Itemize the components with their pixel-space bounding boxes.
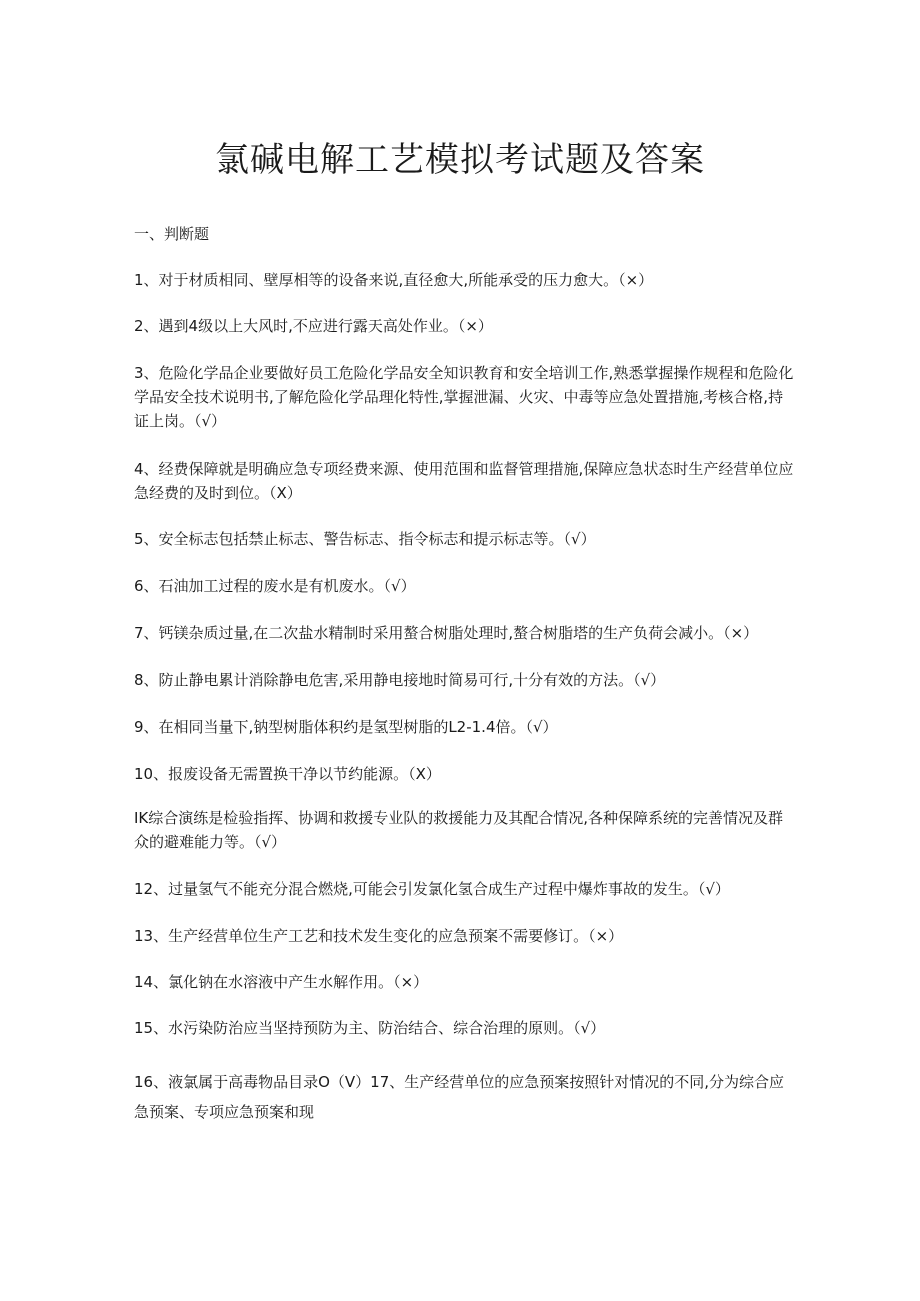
question-item: 3、危险化学品企业要做好员工危险化学品安全知识教育和安全培训工作,熟悉掌握操作规程和危险化学品安全技术说明书,了解危险化学品理化特性,掌握泄漏、火灾、中毒等应急处置措施,考核合格,持证上岗。（√） xyxy=(134,364,794,430)
question-item: 12、过量氢气不能充分混合燃烧,可能会引发氯化氢合成生产过程中爆炸事故的发生。（√） xyxy=(134,880,730,898)
question-item: 10、报废设备无需置换干净以节约能源。（X） xyxy=(134,765,441,783)
question-item: 6、石油加工过程的废水是有机废水。（√） xyxy=(134,577,416,595)
document-title: 氯碱电解工艺模拟考试题及答案 xyxy=(215,140,705,180)
question-item: 8、防止静电累计消除静电危害,采用静电接地时简易可行,十分有效的方法。（√） xyxy=(134,671,666,689)
question-item: 7、钙镁杂质过量,在二次盐水精制时采用螯合树脂处理时,螯合树脂塔的生产负荷会减小。（×） xyxy=(134,624,759,642)
question-item: 1、对于材质相同、壁厚相等的设备来说,直径愈大,所能承受的压力愈大。（×） xyxy=(134,271,654,289)
question-item: 15、水污染防治应当坚持预防为主、防治结合、综合治理的原则。（√） xyxy=(134,1019,606,1037)
question-item: 2、遇到4级以上大风时,不应进行露天高处作业。（×） xyxy=(134,317,493,335)
question-item: 16、液氯属于高毒物品目录O（V）17、生产经营单位的应急预案按照针对情况的不同,分为综合应急预案、专项应急预案和现 xyxy=(134,1073,785,1121)
question-item: 4、经费保障就是明确应急专项经费来源、使用范围和监督管理措施,保障应急状态时生产经营单位应急经费的及时到位。（X） xyxy=(134,460,794,502)
question-item: 14、氯化钠在水溶液中产生水解作用。（×） xyxy=(134,973,429,991)
question-item: 9、在相同当量下,钠型树脂体积约是氢型树脂的L2-1.4倍。（√） xyxy=(134,718,558,736)
question-item: IK综合演练是检验指挥、协调和救援专业队的救援能力及其配合情况,各种保障系统的完善情况及群众的避难能力等。（√） xyxy=(134,809,784,851)
section-heading: 一、判断题 xyxy=(134,225,210,243)
question-item: 13、生产经营单位生产工艺和技术发生变化的应急预案不需要修订。（×） xyxy=(134,927,624,945)
question-item: 5、安全标志包括禁止标志、警告标志、指令标志和提示标志等。（√） xyxy=(134,530,596,548)
